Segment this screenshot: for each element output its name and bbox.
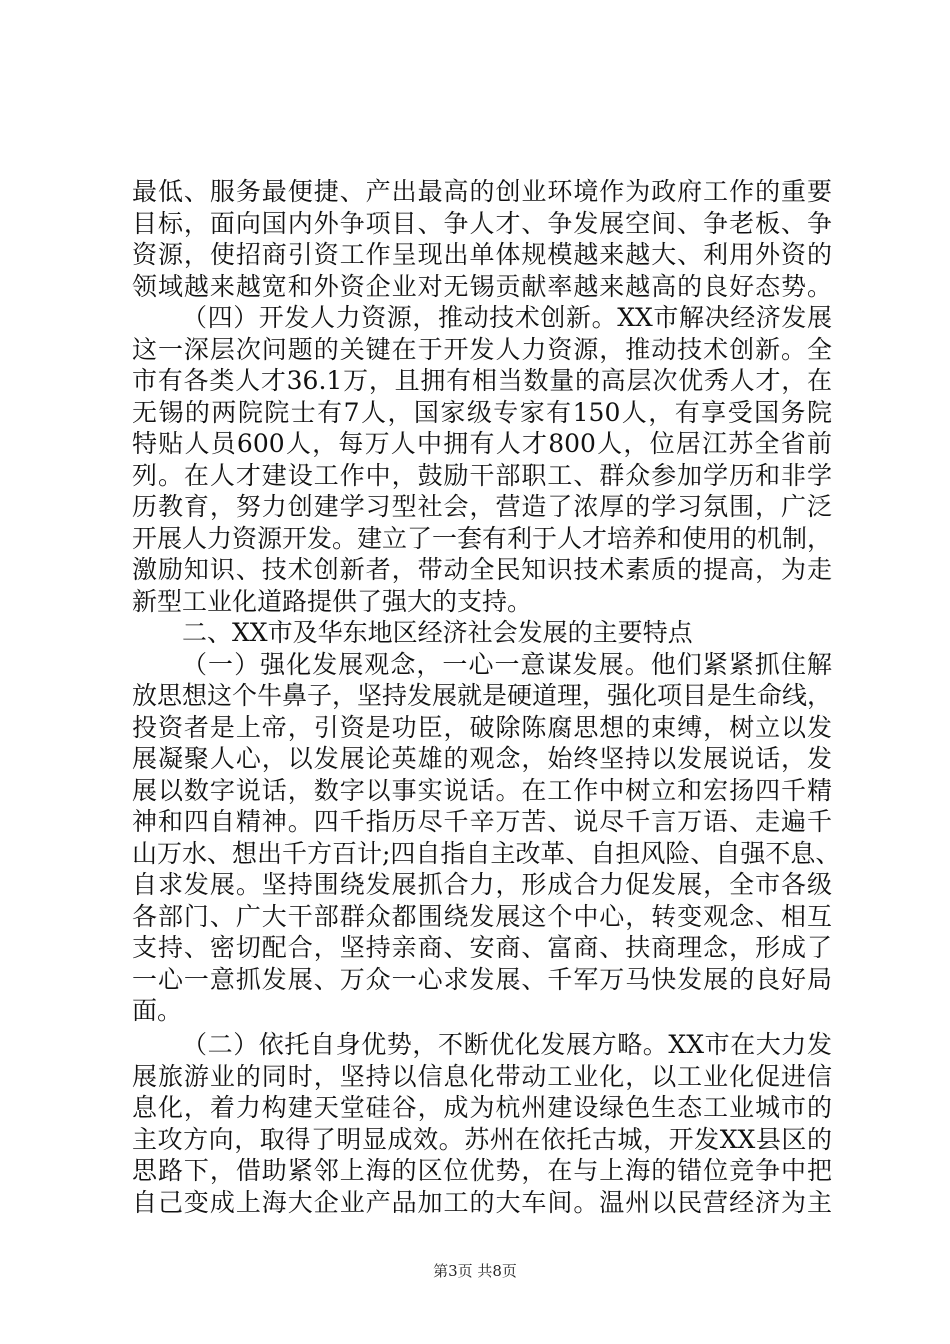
text-line: 资源，使招商引资工作呈现出单体规模越来越大、利用外资的 xyxy=(132,240,832,269)
text-line: 息化，着力构建天堂硅谷，成为杭州建设绿色生态工业城市的 xyxy=(132,1093,832,1122)
text-line: 自求发展。坚持围绕发展抓合力，形成合力促发展，全市各级 xyxy=(132,870,832,899)
text-line: 领域越来越宽和外资企业对无锡贡献率越来越高的良好态势。 xyxy=(132,272,832,301)
text-line: 历教育，努力创建学习型社会，营造了浓厚的学习氛围，广泛 xyxy=(132,492,832,521)
section-heading: 二、XX市及华东地区经济社会发展的主要特点 xyxy=(182,618,693,647)
text-line: 新型工业化道路提供了强大的支持。 xyxy=(132,587,533,616)
text-line: 山万水、想出千方百计;四自指自主改革、自担风险、自强不息、 xyxy=(132,839,841,868)
text-line: 放思想这个牛鼻子，坚持发展就是硬道理，强化项目是生命线， xyxy=(132,681,833,710)
text-line: （一）强化发展观念，一心一意谋发展。他们紧紧抓住解 xyxy=(182,650,832,679)
text-line: 这一深层次问题的关键在于开发人力资源，推动技术创新。全 xyxy=(132,335,832,364)
text-line: 神和四自精神。四千指历尽千辛万苦、说尽千言万语、走遍千 xyxy=(132,807,832,836)
text-line: 面。 xyxy=(132,996,183,1025)
text-line: 展以数字说话，数字以事实说话。在工作中树立和宏扬四千精 xyxy=(132,776,832,805)
text-line: 思路下，借助紧邻上海的区位优势，在与上海的错位竞争中把 xyxy=(132,1156,832,1185)
text-line: 展凝聚人心，以发展论英雄的观念，始终坚持以发展说话，发 xyxy=(132,744,832,773)
text-line: 特贴人员600人，每万人中拥有人才800人，位居江苏全省前 xyxy=(132,429,832,458)
text-line: 开展人力资源开发。建立了一套有利于人才培养和使用的机制， xyxy=(132,524,833,553)
text-line: 自己变成上海大企业产品加工的大车间。温州以民营经济为主 xyxy=(132,1188,832,1217)
text-line: 无锡的两院院士有7人，国家级专家有150人，有享受国务院 xyxy=(132,398,832,427)
text-line: 支持、密切配合，坚持亲商、安商、富商、扶商理念，形成了 xyxy=(132,933,832,962)
text-line: 市有各类人才36.1万，且拥有相当数量的高层次优秀人才，在 xyxy=(132,366,832,395)
text-line: 最低、服务最便捷、产出最高的创业环境作为政府工作的重要 xyxy=(132,177,832,206)
text-line: 目标，面向国内外争项目、争人才、争发展空间、争老板、争 xyxy=(132,209,832,238)
text-line: 展旅游业的同时，坚持以信息化带动工业化，以工业化促进信 xyxy=(132,1062,832,1091)
text-line: 一心一意抓发展、万众一心求发展、千军万马快发展的良好局 xyxy=(132,965,832,994)
text-line: （二）依托自身优势，不断优化发展方略。XX市在大力发 xyxy=(182,1030,832,1059)
page-footer: 第3页 共8页 xyxy=(433,1262,517,1280)
text-line: 投资者是上帝，引资是功臣，破除陈腐思想的束缚，树立以发 xyxy=(132,713,832,742)
text-line: 列。在人才建设工作中，鼓励干部职工、群众参加学历和非学 xyxy=(132,461,832,490)
text-line: 主攻方向，取得了明显成效。苏州在依托古城，开发XX县区的 xyxy=(132,1125,832,1154)
text-line: 激励知识、技术创新者，带动全民知识技术素质的提高，为走 xyxy=(132,555,832,584)
text-line: 各部门、广大干部群众都围绕发展这个中心，转变观念、相互 xyxy=(132,902,832,931)
text-line: （四）开发人力资源，推动技术创新。XX市解决经济发展 xyxy=(182,303,832,332)
